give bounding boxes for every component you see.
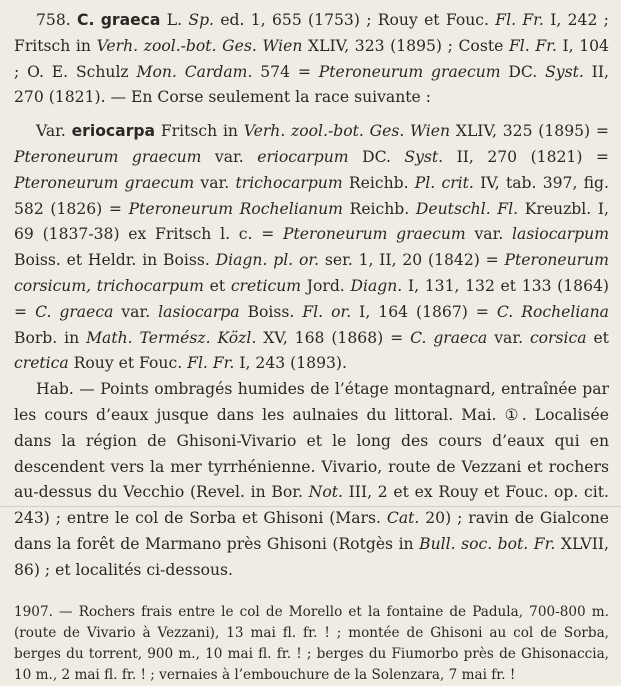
ref-title: Diagn. xyxy=(350,276,403,295)
habitat-text: III, 2 et ex Rouy et Fouc. op. cit. 243) ; entre le col de Sorba et Ghisoni (Mars. xyxy=(14,483,609,528)
synonym: Pteroneurum corsicum, trichocarpum xyxy=(14,251,609,295)
text: XV, 168 (1868) = xyxy=(263,328,404,347)
ref-title: Bull. soc. bot. Fr. xyxy=(419,534,556,553)
genus: C. xyxy=(77,11,95,29)
synonym: Pteroneurum graecum xyxy=(283,225,466,244)
text: var. xyxy=(494,328,524,347)
synonym: Pteroneurum graecum xyxy=(14,147,202,166)
text: I, 131, 132 et 133 (1864) = xyxy=(14,276,610,321)
ref-title: Verh. zool.-bot. Ges. Wien xyxy=(243,122,451,141)
text: Kreuzbl. I, 69 (1837-38) ex Fritsch l. c. = xyxy=(14,199,609,244)
synonym: Pteroneurum graecum xyxy=(318,62,501,81)
note-text: 1907. — Rochers frais entre le col de Morello et la fontaine de Padula, 700-800 m. (route de Vivario à Vezzani), 13 mai fl. fr. ! ; montée de Ghisoni au col de Sorba, berges du torrent, 900 m., 10 mai fl. fr. ! ; berges du Fiumorbo près de Ghisonaccia, 10 m., 2 mai fl. fr. ! ; vernaies à l’embouchure de la Solenzara, 7 mai fr. ! xyxy=(14,603,609,683)
text: var. xyxy=(214,147,244,166)
ref-title: Cat. xyxy=(386,509,420,528)
synonym: C. graeca xyxy=(410,328,488,347)
text: Jord. xyxy=(306,276,345,295)
ref-title: Sp. xyxy=(188,11,215,29)
text: IV, tab. 397, fig. 582 (1826) = xyxy=(14,173,609,218)
text: Boiss. et Heldr. in Boiss. xyxy=(14,251,210,270)
text: Boiss. xyxy=(247,302,295,321)
ref-text: XLIV, 323 (1895) ; Coste xyxy=(308,36,504,55)
synonym: creticum xyxy=(230,276,302,295)
text: Borb. in xyxy=(14,328,80,347)
text: et xyxy=(593,328,609,347)
ref-title: Syst. xyxy=(404,147,444,166)
page-fold-line xyxy=(0,506,621,507)
habitat-text: 20) ; ravin de Gialcone dans la forêt de Marmano près Ghisoni (Rotgès in xyxy=(14,509,609,553)
collection-note xyxy=(14,602,609,686)
ref-title: Fl. or. xyxy=(302,302,352,321)
ref-text: I, 104 ; O. E. Schulz xyxy=(14,36,609,81)
synonym: trichocarpum xyxy=(235,173,343,192)
variety-name: eriocarpa xyxy=(71,122,156,141)
ref-title: Fl. Fr. xyxy=(495,11,544,29)
synonym: lasiocarpa xyxy=(158,302,240,321)
text: et xyxy=(209,276,226,295)
text: ser. 1, II, 20 (1842) = xyxy=(324,251,499,270)
text: XLIV, 325 (1895) = xyxy=(455,122,609,141)
text: var. xyxy=(474,225,504,244)
ref-title: Verh. zool.-bot. Ges. Wien xyxy=(96,36,303,55)
ref-title: Deutschl. Fl. xyxy=(415,199,519,218)
synonym: cretica xyxy=(14,354,69,373)
author: DC. xyxy=(508,62,538,81)
text: Fritsch in xyxy=(160,122,238,141)
ref-title: Diagn. pl. or. xyxy=(215,251,320,270)
synonym: eriocarpum xyxy=(257,147,349,166)
synonym: lasiocarpum xyxy=(512,225,609,244)
ref-text: II, 270 (1821). — En Corse seulement la race suivante : xyxy=(14,62,609,107)
ref-title: Math. Termész. Közl. xyxy=(86,328,257,347)
entry-number: 758. xyxy=(36,11,71,29)
ref-text: ed. 1, 655 (1753) ; Rouy et Fouc. xyxy=(220,11,489,29)
text: Var. xyxy=(36,122,66,141)
text: Rouy et Fouc. xyxy=(73,354,183,373)
ref-text: I, 242 ; Fritsch in xyxy=(14,11,609,55)
text: II, 270 (1821) = xyxy=(456,147,609,166)
synonym: corsica xyxy=(529,328,587,347)
ref-title: Fl. Fr. xyxy=(187,354,235,373)
variety-paragraph xyxy=(14,119,609,377)
ref-title: Mon. Cardam. xyxy=(136,62,253,81)
ref-title: Syst. xyxy=(545,62,584,81)
ref-text: 574 = xyxy=(260,62,311,81)
text: I, 243 (1893). xyxy=(239,354,347,373)
habitat-text: Hab. — Points ombragés humides de l’étage montagnard, entraînée par les cours d’eaux jusque dans les aulnaies du littoral. Mai. ①. Localisée dans la région de Ghisoni-Vivario et le long des cours d’eaux qui en descendent vers la mer tyrrhénienne. Vivario, route de Vezzani et rochers au-dessus du Vecchio (Revel. in Bor. xyxy=(14,380,609,502)
ref-title: Not. xyxy=(308,483,343,502)
text: I, 164 (1867) = xyxy=(359,302,489,321)
habitat-text: XLVII, 86) ; et localités ci-dessous. xyxy=(14,534,609,579)
text: var. xyxy=(200,173,230,192)
synonym: Pteroneurum graecum xyxy=(14,173,195,192)
species-name: graeca xyxy=(100,11,161,29)
author: L. xyxy=(166,11,183,29)
synonym: C. Rocheliana xyxy=(496,302,609,321)
synonym: C. graeca xyxy=(35,302,114,321)
text: Reichb. xyxy=(349,199,410,218)
text: DC. xyxy=(362,147,391,166)
ref-title: Pl. crit. xyxy=(414,173,474,192)
text: var. xyxy=(121,302,151,321)
synonym: Pteroneurum Rochelianum xyxy=(128,199,343,218)
text: Reichb. xyxy=(348,173,409,192)
species-entry xyxy=(14,8,609,111)
ref-title: Fl. Fr. xyxy=(508,36,557,55)
habitat-paragraph xyxy=(14,377,609,583)
